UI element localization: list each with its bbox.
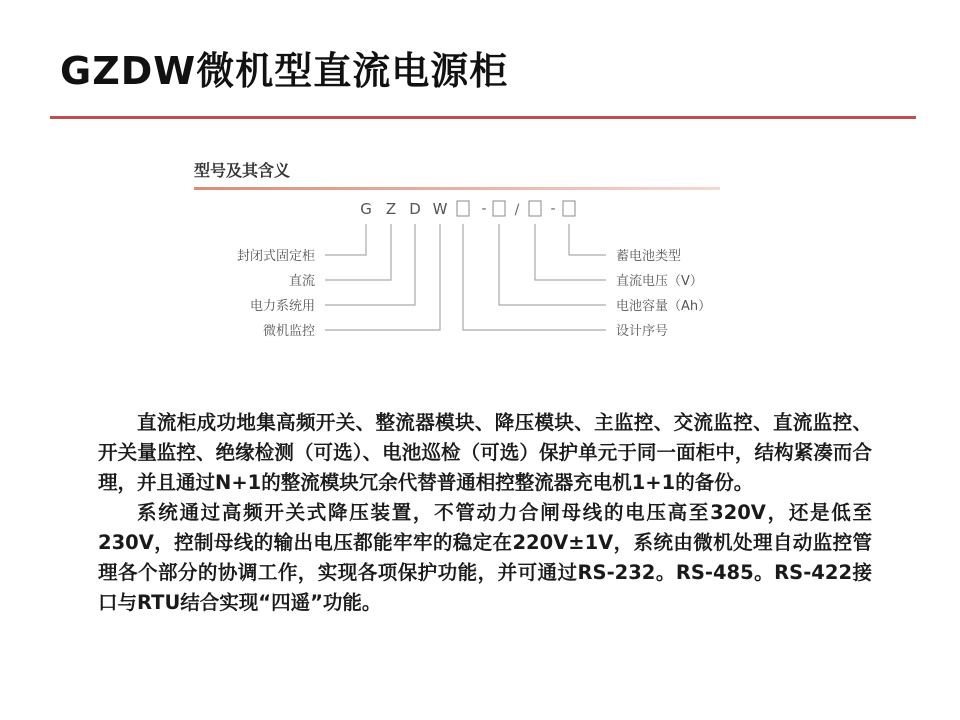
code-letter-g: G — [360, 200, 372, 218]
description-text — [98, 408, 872, 618]
code-box-capacity — [493, 201, 505, 216]
label-dc-voltage: 直流电压（V） — [616, 274, 703, 289]
title-divider — [50, 116, 916, 119]
code-letter-w: W — [432, 200, 448, 218]
code-box-design-no — [457, 201, 469, 216]
diagram-heading: 型号及其含义 — [194, 161, 291, 180]
label-enclosed-fixed-cabinet: 封闭式固定柜 — [236, 249, 315, 264]
code-box-voltage — [529, 201, 541, 216]
label-dc: 直流 — [288, 274, 315, 289]
label-battery-capacity: 电池容量（Ah） — [616, 299, 712, 314]
paragraph-features: 直流柜成功地集高频开关、整流器模块、降压模块、主监控、交流监控、直流监控、开关量监控、绝缘检测（可选）、电池巡检（可选）保护单元于同一面柜中，结构紧凑而合理，并且通过N+1的整流模块冗余代替普通相控整流器充电机1+1的备份。 — [98, 411, 872, 494]
label-microcomputer-monitoring: 微机监控 — [262, 324, 315, 339]
code-separator-dash-2: - — [550, 201, 556, 217]
slide-title: GZDW微机型直流电源柜 — [60, 49, 509, 93]
paragraph-system: 系统通过高频开关式降压装置，不管动力合闸母线的电压高至320V，还是低至230V，控制母线的输出电压都能牢牢的稳定在220V±1V，系统由微机处理自动监控管理各个部分的协调工作，实现各项保护功能，并可通过RS-232。RS-485。RS-422接口与RTU结合实现“四遥”功能。 — [98, 501, 872, 614]
model-code-diagram — [180, 150, 740, 360]
code-separator-dash-1: - — [481, 201, 487, 217]
model-code-svg — [180, 150, 740, 360]
label-power-system: 电力系统用 — [249, 299, 315, 314]
left-leader-lines — [325, 224, 440, 330]
code-box-battery-type — [563, 201, 575, 216]
diagram-heading-rule — [194, 187, 720, 190]
label-design-number: 设计序号 — [616, 324, 669, 339]
label-battery-type: 蓄电池类型 — [616, 249, 682, 264]
code-letter-d: D — [409, 200, 421, 218]
code-letter-z: Z — [385, 200, 397, 218]
right-leader-lines — [463, 224, 606, 330]
code-separator-slash: / — [514, 202, 520, 218]
